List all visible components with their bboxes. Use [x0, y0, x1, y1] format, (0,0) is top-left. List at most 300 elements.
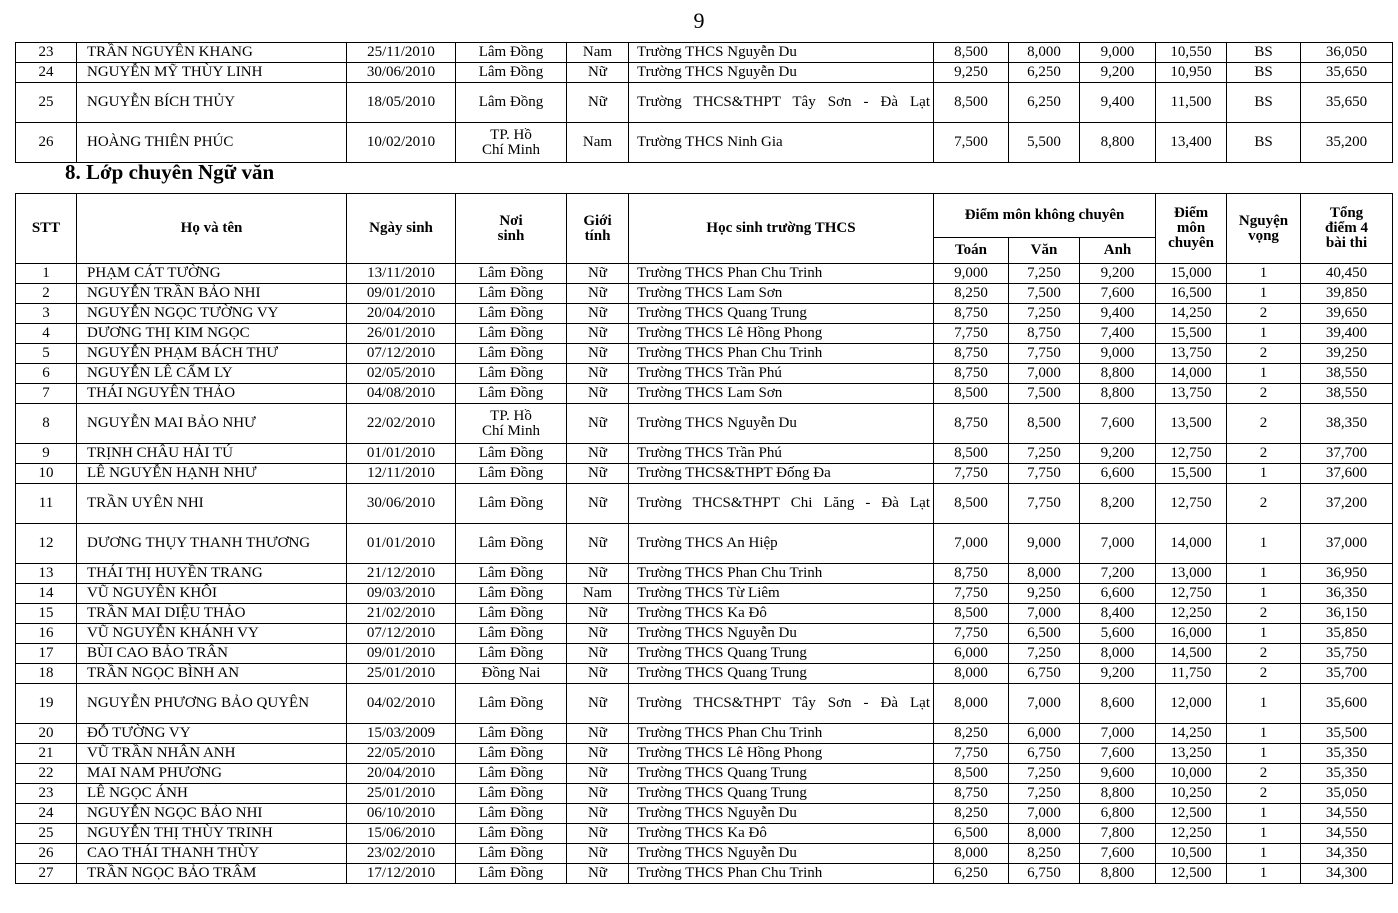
cell-school: Trường THCS&THPT Tây Sơn - Đà Lạt — [629, 684, 934, 724]
cell-english: 6,600 — [1080, 584, 1156, 604]
cell-literature: 8,250 — [1009, 844, 1080, 864]
cell-math: 8,500 — [934, 764, 1009, 784]
cell-name: TRẦN NGUYÊN KHANG — [77, 43, 347, 63]
cell-specialized: 10,500 — [1156, 844, 1227, 864]
cell-math: 8,500 — [934, 43, 1009, 63]
cell-dob: 30/06/2010 — [347, 63, 456, 83]
cell-dob: 12/11/2010 — [347, 464, 456, 484]
cell-math: 6,500 — [934, 824, 1009, 844]
cell-math: 7,500 — [934, 123, 1009, 163]
table-row — [16, 83, 1393, 123]
header-english: Anh — [1080, 238, 1156, 264]
table-row — [16, 824, 1393, 844]
cell-literature: 7,250 — [1009, 644, 1080, 664]
cell-stt: 7 — [16, 384, 77, 404]
cell-pob: Lâm Đồng — [456, 344, 567, 364]
cell-school: Trường THCS Nguyễn Du — [629, 804, 934, 824]
cell-school: Trường THCS&THPT Tây Sơn - Đà Lạt — [629, 83, 934, 123]
cell-pob: Lâm Đồng — [456, 264, 567, 284]
cell-stt: 14 — [16, 584, 77, 604]
cell-dob: 18/05/2010 — [347, 83, 456, 123]
cell-english: 9,200 — [1080, 63, 1156, 83]
cell-math: 9,250 — [934, 63, 1009, 83]
cell-total: 36,950 — [1301, 564, 1393, 584]
cell-gender: Nữ — [567, 284, 629, 304]
cell-wish: 1 — [1227, 524, 1301, 564]
cell-literature: 7,500 — [1009, 384, 1080, 404]
cell-total: 35,650 — [1301, 83, 1393, 123]
cell-name: TRẦN UYÊN NHI — [77, 484, 347, 524]
cell-dob: 15/03/2009 — [347, 724, 456, 744]
cell-literature: 7,250 — [1009, 304, 1080, 324]
section-title: 8. Lớp chuyên Ngữ văn — [65, 160, 275, 184]
cell-school: Trường THCS Phan Chu Trinh — [629, 564, 934, 584]
cell-gender: Nữ — [567, 684, 629, 724]
cell-math: 8,250 — [934, 724, 1009, 744]
cell-stt: 5 — [16, 344, 77, 364]
cell-wish: 1 — [1227, 744, 1301, 764]
header-wish: Nguyện vọng — [1227, 194, 1301, 264]
cell-dob: 06/10/2010 — [347, 804, 456, 824]
cell-wish: 1 — [1227, 864, 1301, 884]
cell-name: NGUYỄN BÍCH THỦY — [77, 83, 347, 123]
cell-wish: 2 — [1227, 644, 1301, 664]
cell-english: 8,600 — [1080, 684, 1156, 724]
cell-total: 35,850 — [1301, 624, 1393, 644]
cell-math: 7,750 — [934, 584, 1009, 604]
cell-pob: Lâm Đồng — [456, 864, 567, 884]
cell-specialized: 13,250 — [1156, 744, 1227, 764]
cell-specialized: 12,500 — [1156, 804, 1227, 824]
cell-pob: Lâm Đồng — [456, 804, 567, 824]
header-row — [16, 194, 1393, 238]
cell-english: 8,800 — [1080, 784, 1156, 804]
cell-wish: 1 — [1227, 324, 1301, 344]
cell-specialized: 14,000 — [1156, 364, 1227, 384]
cell-math: 8,500 — [934, 444, 1009, 464]
cell-pob: Lâm Đồng — [456, 304, 567, 324]
cell-name: ĐỖ TƯỜNG VY — [77, 724, 347, 744]
cell-stt: 24 — [16, 804, 77, 824]
cell-wish: 1 — [1227, 564, 1301, 584]
cell-specialized: 10,550 — [1156, 43, 1227, 63]
cell-dob: 25/11/2010 — [347, 43, 456, 63]
cell-stt: 19 — [16, 684, 77, 724]
cell-stt: 23 — [16, 784, 77, 804]
table-row — [16, 604, 1393, 624]
cell-school: Trường THCS Lam Sơn — [629, 284, 934, 304]
cell-name: THÁI THỊ HUYỀN TRANG — [77, 564, 347, 584]
table-row — [16, 624, 1393, 644]
header-dob: Ngày sinh — [347, 194, 456, 264]
cell-specialized: 13,400 — [1156, 123, 1227, 163]
cell-pob: Lâm Đồng — [456, 824, 567, 844]
cell-total: 38,550 — [1301, 384, 1393, 404]
cell-name: DƯƠNG THỤY THANH THƯƠNG — [77, 524, 347, 564]
cell-english: 7,600 — [1080, 284, 1156, 304]
table-row — [16, 764, 1393, 784]
cell-literature: 6,750 — [1009, 744, 1080, 764]
cell-stt: 12 — [16, 524, 77, 564]
cell-wish: 2 — [1227, 484, 1301, 524]
cell-dob: 23/02/2010 — [347, 844, 456, 864]
cell-wish: BS — [1227, 83, 1301, 123]
cell-total: 39,650 — [1301, 304, 1393, 324]
cell-dob: 07/12/2010 — [347, 624, 456, 644]
cell-english: 7,400 — [1080, 324, 1156, 344]
cell-dob: 22/05/2010 — [347, 744, 456, 764]
cell-math: 8,250 — [934, 804, 1009, 824]
cell-specialized: 14,250 — [1156, 724, 1227, 744]
header-total: Tổng điểm 4 bài thi — [1301, 194, 1393, 264]
table-row — [16, 744, 1393, 764]
cell-stt: 25 — [16, 83, 77, 123]
cell-wish: BS — [1227, 123, 1301, 163]
cell-school: Trường THCS Trần Phú — [629, 444, 934, 464]
cell-specialized: 13,500 — [1156, 404, 1227, 444]
cell-total: 35,050 — [1301, 784, 1393, 804]
cell-name: MAI NAM PHƯƠNG — [77, 764, 347, 784]
cell-school: Trường THCS&THPT Chi Lăng - Đà Lạt — [629, 484, 934, 524]
cell-total: 36,150 — [1301, 604, 1393, 624]
cell-stt: 27 — [16, 864, 77, 884]
cell-stt: 21 — [16, 744, 77, 764]
cell-school: Trường THCS Phan Chu Trinh — [629, 864, 934, 884]
cell-english: 9,000 — [1080, 344, 1156, 364]
cell-stt: 11 — [16, 484, 77, 524]
cell-literature: 6,500 — [1009, 624, 1080, 644]
cell-literature: 7,500 — [1009, 284, 1080, 304]
cell-wish: 2 — [1227, 304, 1301, 324]
cell-name: NGUYỄN THỊ THÙY TRINH — [77, 824, 347, 844]
table-row — [16, 864, 1393, 884]
cell-gender: Nữ — [567, 624, 629, 644]
cell-total: 36,350 — [1301, 584, 1393, 604]
cell-math: 9,000 — [934, 264, 1009, 284]
cell-total: 37,200 — [1301, 484, 1393, 524]
cell-pob: Lâm Đồng — [456, 764, 567, 784]
cell-total: 37,700 — [1301, 444, 1393, 464]
cell-specialized: 16,500 — [1156, 284, 1227, 304]
cell-english: 7,000 — [1080, 724, 1156, 744]
cell-math: 6,000 — [934, 644, 1009, 664]
cell-specialized: 12,000 — [1156, 684, 1227, 724]
cell-math: 8,750 — [934, 784, 1009, 804]
cell-school: Trường THCS Quang Trung — [629, 304, 934, 324]
cell-gender: Nữ — [567, 344, 629, 364]
cell-stt: 4 — [16, 324, 77, 344]
cell-dob: 21/12/2010 — [347, 564, 456, 584]
cell-wish: 1 — [1227, 364, 1301, 384]
cell-stt: 24 — [16, 63, 77, 83]
table-row — [16, 584, 1393, 604]
cell-gender: Nữ — [567, 724, 629, 744]
cell-pob: Lâm Đồng — [456, 604, 567, 624]
cell-total: 37,000 — [1301, 524, 1393, 564]
cell-stt: 2 — [16, 284, 77, 304]
cell-name: NGUYỄN LÊ CẨM LY — [77, 364, 347, 384]
cell-pob: Lâm Đồng — [456, 584, 567, 604]
cell-literature: 6,750 — [1009, 664, 1080, 684]
cell-wish: 1 — [1227, 844, 1301, 864]
table-row — [16, 344, 1393, 364]
cell-school: Trường THCS Ka Đô — [629, 824, 934, 844]
cell-dob: 21/02/2010 — [347, 604, 456, 624]
cell-dob: 17/12/2010 — [347, 864, 456, 884]
cell-name: LÊ NGUYỄN HẠNH NHƯ — [77, 464, 347, 484]
cell-stt: 13 — [16, 564, 77, 584]
cell-name: BÙI CAO BẢO TRÂN — [77, 644, 347, 664]
cell-specialized: 13,750 — [1156, 344, 1227, 364]
cell-dob: 09/01/2010 — [347, 284, 456, 304]
cell-dob: 01/01/2010 — [347, 444, 456, 464]
cell-english: 6,600 — [1080, 464, 1156, 484]
cell-specialized: 15,500 — [1156, 324, 1227, 344]
cell-wish: 1 — [1227, 804, 1301, 824]
cell-math: 8,500 — [934, 484, 1009, 524]
cell-wish: 1 — [1227, 284, 1301, 304]
cell-english: 9,200 — [1080, 664, 1156, 684]
header-literature: Văn — [1009, 238, 1080, 264]
cell-pob: Lâm Đồng — [456, 364, 567, 384]
cell-gender: Nữ — [567, 264, 629, 284]
cell-gender: Nữ — [567, 604, 629, 624]
cell-english: 8,000 — [1080, 644, 1156, 664]
cell-school: Trường THCS&THPT Đống Đa — [629, 464, 934, 484]
table-row — [16, 284, 1393, 304]
cell-literature: 6,250 — [1009, 83, 1080, 123]
table-row — [16, 784, 1393, 804]
cell-pob: Lâm Đồng — [456, 43, 567, 63]
cell-english: 9,400 — [1080, 83, 1156, 123]
cell-gender: Nam — [567, 584, 629, 604]
cell-name: NGUYỄN NGỌC TƯỜNG VY — [77, 304, 347, 324]
cell-wish: 2 — [1227, 784, 1301, 804]
page-number: 9 — [693, 8, 705, 33]
cell-dob: 04/02/2010 — [347, 684, 456, 724]
cell-name: TRẦN NGỌC BÌNH AN — [77, 664, 347, 684]
cell-math: 8,750 — [934, 344, 1009, 364]
cell-stt: 10 — [16, 464, 77, 484]
cell-gender: Nữ — [567, 564, 629, 584]
cell-total: 35,650 — [1301, 63, 1393, 83]
cell-specialized: 10,950 — [1156, 63, 1227, 83]
cell-english: 7,000 — [1080, 524, 1156, 564]
cell-school: Trường THCS An Hiệp — [629, 524, 934, 564]
table-row — [16, 364, 1393, 384]
cell-pob: Lâm Đồng — [456, 83, 567, 123]
cell-name: VŨ NGUYÊN KHÔI — [77, 584, 347, 604]
cell-literature: 7,000 — [1009, 804, 1080, 824]
table-row — [16, 844, 1393, 864]
cell-dob: 10/02/2010 — [347, 123, 456, 163]
continued-results-body — [16, 43, 1393, 163]
cell-literature: 8,000 — [1009, 43, 1080, 63]
cell-school: Trường THCS Quang Trung — [629, 644, 934, 664]
cell-wish: 1 — [1227, 464, 1301, 484]
cell-dob: 25/01/2010 — [347, 784, 456, 804]
cell-school: Trường THCS Nguyễn Du — [629, 624, 934, 644]
cell-stt: 26 — [16, 123, 77, 163]
cell-stt: 9 — [16, 444, 77, 464]
cell-pob: Lâm Đồng — [456, 464, 567, 484]
cell-gender: Nữ — [567, 484, 629, 524]
cell-stt: 18 — [16, 664, 77, 684]
cell-math: 8,500 — [934, 83, 1009, 123]
cell-math: 6,250 — [934, 864, 1009, 884]
cell-specialized: 11,500 — [1156, 83, 1227, 123]
cell-math: 8,750 — [934, 404, 1009, 444]
cell-name: NGUYỄN MỸ THÙY LINH — [77, 63, 347, 83]
cell-english: 6,800 — [1080, 804, 1156, 824]
cell-wish: 1 — [1227, 724, 1301, 744]
cell-stt: 20 — [16, 724, 77, 744]
cell-name: DƯƠNG THỊ KIM NGỌC — [77, 324, 347, 344]
cell-math: 8,000 — [934, 684, 1009, 724]
cell-dob: 20/04/2010 — [347, 764, 456, 784]
cell-pob: Lâm Đồng — [456, 384, 567, 404]
cell-pob: Lâm Đồng — [456, 624, 567, 644]
cell-gender: Nam — [567, 43, 629, 63]
cell-literature: 8,500 — [1009, 404, 1080, 444]
cell-total: 38,550 — [1301, 364, 1393, 384]
cell-specialized: 10,000 — [1156, 764, 1227, 784]
cell-gender: Nữ — [567, 384, 629, 404]
cell-math: 8,750 — [934, 304, 1009, 324]
cell-school: Trường THCS Quang Trung — [629, 784, 934, 804]
cell-math: 8,750 — [934, 564, 1009, 584]
cell-english: 5,600 — [1080, 624, 1156, 644]
cell-total: 36,050 — [1301, 43, 1393, 63]
header-name: Họ và tên — [77, 194, 347, 264]
cell-english: 9,000 — [1080, 43, 1156, 63]
cell-gender: Nữ — [567, 824, 629, 844]
cell-stt: 26 — [16, 844, 77, 864]
cell-dob: 09/03/2010 — [347, 584, 456, 604]
cell-total: 34,300 — [1301, 864, 1393, 884]
cell-dob: 22/02/2010 — [347, 404, 456, 444]
cell-school: Trường THCS Phan Chu Trinh — [629, 724, 934, 744]
cell-english: 9,200 — [1080, 264, 1156, 284]
cell-gender: Nữ — [567, 63, 629, 83]
cell-wish: 1 — [1227, 824, 1301, 844]
cell-dob: 04/08/2010 — [347, 384, 456, 404]
cell-math: 7,000 — [934, 524, 1009, 564]
cell-specialized: 11,750 — [1156, 664, 1227, 684]
cell-name: VŨ NGUYỄN KHÁNH VY — [77, 624, 347, 644]
cell-literature: 7,000 — [1009, 684, 1080, 724]
cell-stt: 6 — [16, 364, 77, 384]
cell-specialized: 10,250 — [1156, 784, 1227, 804]
cell-dob: 15/06/2010 — [347, 824, 456, 844]
cell-gender: Nữ — [567, 83, 629, 123]
cell-gender: Nữ — [567, 664, 629, 684]
cell-pob: Lâm Đồng — [456, 844, 567, 864]
cell-math: 8,750 — [934, 364, 1009, 384]
cell-total: 35,200 — [1301, 123, 1393, 163]
cell-gender: Nữ — [567, 864, 629, 884]
cell-stt: 15 — [16, 604, 77, 624]
cell-english: 8,200 — [1080, 484, 1156, 524]
cell-wish: 2 — [1227, 604, 1301, 624]
cell-literature: 6,750 — [1009, 864, 1080, 884]
cell-literature: 8,750 — [1009, 324, 1080, 344]
cell-total: 35,600 — [1301, 684, 1393, 724]
cell-gender: Nữ — [567, 804, 629, 824]
cell-gender: Nữ — [567, 464, 629, 484]
cell-pob: Lâm Đồng — [456, 564, 567, 584]
cell-pob: Lâm Đồng — [456, 684, 567, 724]
cell-name: NGUYỄN TRẦN BẢO NHI — [77, 284, 347, 304]
cell-dob: 09/01/2010 — [347, 644, 456, 664]
table-row — [16, 564, 1393, 584]
cell-school: Trường THCS Nguyễn Du — [629, 404, 934, 444]
cell-school: Trường THCS Nguyễn Du — [629, 63, 934, 83]
cell-dob: 26/01/2010 — [347, 324, 456, 344]
cell-pob: TP. Hồ Chí Minh — [456, 123, 567, 163]
header-pob: Nơi sinh — [456, 194, 567, 264]
table-row — [16, 264, 1393, 284]
cell-english: 9,600 — [1080, 764, 1156, 784]
cell-literature: 7,000 — [1009, 604, 1080, 624]
cell-total: 34,550 — [1301, 824, 1393, 844]
table-row — [16, 724, 1393, 744]
table-row — [16, 384, 1393, 404]
cell-stt: 1 — [16, 264, 77, 284]
table-row — [16, 664, 1393, 684]
cell-name: TRẦN NGỌC BẢO TRÂM — [77, 864, 347, 884]
cell-specialized: 14,250 — [1156, 304, 1227, 324]
cell-english: 7,600 — [1080, 404, 1156, 444]
cell-school: Trường THCS Nguyễn Du — [629, 844, 934, 864]
table-row — [16, 404, 1393, 444]
cell-literature: 7,750 — [1009, 344, 1080, 364]
cell-total: 39,850 — [1301, 284, 1393, 304]
cell-literature: 5,500 — [1009, 123, 1080, 163]
cell-specialized: 14,500 — [1156, 644, 1227, 664]
cell-dob: 07/12/2010 — [347, 344, 456, 364]
cell-school: Trường THCS Phan Chu Trinh — [629, 344, 934, 364]
cell-school: Trường THCS Phan Chu Trinh — [629, 264, 934, 284]
cell-wish: 2 — [1227, 764, 1301, 784]
table-row — [16, 524, 1393, 564]
cell-pob: Lâm Đồng — [456, 444, 567, 464]
cell-english: 8,800 — [1080, 864, 1156, 884]
cell-pob: Đồng Nai — [456, 664, 567, 684]
cell-wish: 1 — [1227, 584, 1301, 604]
cell-specialized: 12,750 — [1156, 484, 1227, 524]
cell-wish: 2 — [1227, 404, 1301, 444]
cell-english: 8,800 — [1080, 123, 1156, 163]
cell-gender: Nữ — [567, 404, 629, 444]
cell-specialized: 13,750 — [1156, 384, 1227, 404]
cell-wish: 1 — [1227, 624, 1301, 644]
cell-dob: 20/04/2010 — [347, 304, 456, 324]
cell-name: PHẠM CÁT TƯỜNG — [77, 264, 347, 284]
cell-total: 38,350 — [1301, 404, 1393, 444]
cell-school: Trường THCS Lê Hồng Phong — [629, 324, 934, 344]
header-school: Học sinh trường THCS — [629, 194, 934, 264]
cell-school: Trường THCS Quang Trung — [629, 764, 934, 784]
table-row — [16, 43, 1393, 63]
cell-pob: Lâm Đồng — [456, 724, 567, 744]
cell-gender: Nữ — [567, 844, 629, 864]
cell-pob: Lâm Đồng — [456, 324, 567, 344]
cell-literature: 7,250 — [1009, 444, 1080, 464]
cell-literature: 9,250 — [1009, 584, 1080, 604]
table-row — [16, 123, 1393, 163]
table-row — [16, 464, 1393, 484]
